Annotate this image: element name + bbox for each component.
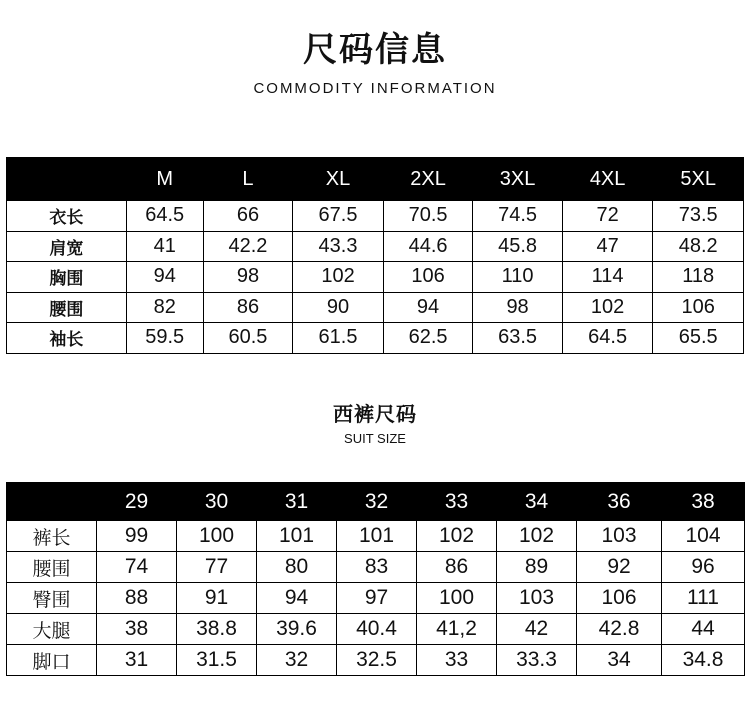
table-row (7, 645, 745, 676)
measurement-cell: 67.5 (293, 201, 384, 232)
measurement-cell: 77 (177, 552, 257, 583)
size-header-cell: 36 (577, 483, 662, 521)
measurement-cell: 104 (662, 521, 745, 552)
measurement-cell: 39.6 (257, 614, 337, 645)
row-label-cell: 胸围 (7, 262, 127, 293)
measurement-cell: 32.5 (337, 645, 417, 676)
size-header-cell: 29 (97, 483, 177, 521)
measurement-cell: 111 (662, 583, 745, 614)
measurement-cell: 106 (577, 583, 662, 614)
measurement-cell: 86 (203, 292, 293, 323)
table-row (7, 323, 744, 354)
measurement-cell: 63.5 (473, 323, 563, 354)
size-header-cell: 34 (497, 483, 577, 521)
row-label-cell: 腰围 (7, 552, 97, 583)
measurement-cell: 99 (97, 521, 177, 552)
row-label-cell: 大腿 (7, 614, 97, 645)
measurement-cell: 31.5 (177, 645, 257, 676)
measurement-cell: 91 (177, 583, 257, 614)
measurement-cell: 101 (337, 521, 417, 552)
row-label-cell: 袖长 (7, 323, 127, 354)
measurement-cell: 100 (177, 521, 257, 552)
measurement-cell: 32 (257, 645, 337, 676)
measurement-cell: 40.4 (337, 614, 417, 645)
suit-size-header-row (7, 483, 745, 521)
row-label-cell: 腰围 (7, 292, 127, 323)
row-label-cell: 臀围 (7, 583, 97, 614)
size-header-cell: 4XL (562, 158, 653, 201)
measurement-cell: 96 (662, 552, 745, 583)
measurement-cell: 48.2 (653, 231, 744, 262)
measurement-cell: 94 (257, 583, 337, 614)
measurement-cell: 98 (473, 292, 563, 323)
measurement-cell: 110 (473, 262, 563, 293)
row-label-cell: 脚口 (7, 645, 97, 676)
suit-size-subtitle: SUIT SIZE (344, 431, 406, 446)
measurement-cell: 66 (203, 201, 293, 232)
measurement-cell: 61.5 (293, 323, 384, 354)
measurement-cell: 45.8 (473, 231, 563, 262)
measurement-cell: 74.5 (473, 201, 563, 232)
measurement-cell: 83 (337, 552, 417, 583)
measurement-cell: 86 (417, 552, 497, 583)
measurement-cell: 72 (562, 201, 653, 232)
table-row (7, 231, 744, 262)
measurement-cell: 42 (497, 614, 577, 645)
suit-size-table (6, 482, 745, 676)
table-row (7, 552, 745, 583)
measurement-cell: 106 (653, 292, 744, 323)
measurement-cell: 43.3 (293, 231, 384, 262)
measurement-cell: 44 (662, 614, 745, 645)
measurement-cell: 73.5 (653, 201, 744, 232)
size-header-cell: L (203, 158, 293, 201)
measurement-cell: 98 (203, 262, 293, 293)
measurement-cell: 94 (126, 262, 203, 293)
measurement-cell: 102 (417, 521, 497, 552)
size-header-cell: 38 (662, 483, 745, 521)
measurement-cell: 44.6 (383, 231, 473, 262)
measurement-cell: 64.5 (562, 323, 653, 354)
measurement-cell: 42.2 (203, 231, 293, 262)
measurement-cell: 97 (337, 583, 417, 614)
size-header-cell: 32 (337, 483, 417, 521)
measurement-cell: 70.5 (383, 201, 473, 232)
measurement-cell: 38 (97, 614, 177, 645)
row-label-cell: 肩宽 (7, 231, 127, 262)
table-row (7, 521, 745, 552)
measurement-cell: 41 (126, 231, 203, 262)
measurement-cell: 106 (383, 262, 473, 293)
top-size-header-row (7, 158, 744, 201)
measurement-cell: 42.8 (577, 614, 662, 645)
size-info-subtitle: COMMODITY INFORMATION (253, 80, 497, 97)
table-row (7, 201, 744, 232)
row-label-cell: 裤长 (7, 521, 97, 552)
measurement-cell: 89 (497, 552, 577, 583)
measurement-cell: 100 (417, 583, 497, 614)
table-row (7, 262, 744, 293)
measurement-cell: 103 (577, 521, 662, 552)
size-header-cell: XL (293, 158, 384, 201)
suit-size-title: 西裤尺码 (333, 402, 417, 426)
measurement-cell: 103 (497, 583, 577, 614)
size-header-cell: 33 (417, 483, 497, 521)
measurement-cell: 59.5 (126, 323, 203, 354)
measurement-cell: 90 (293, 292, 384, 323)
measurement-cell: 38.8 (177, 614, 257, 645)
top-size-table (6, 157, 744, 354)
size-header-cell: 5XL (653, 158, 744, 201)
measurement-cell: 114 (562, 262, 653, 293)
size-header-cell: 2XL (383, 158, 473, 201)
measurement-cell: 118 (653, 262, 744, 293)
header-corner-cell (7, 158, 127, 201)
table-row (7, 614, 745, 645)
measurement-cell: 60.5 (203, 323, 293, 354)
header-corner-cell (7, 483, 97, 521)
size-header-cell: 30 (177, 483, 257, 521)
measurement-cell: 47 (562, 231, 653, 262)
measurement-cell: 94 (383, 292, 473, 323)
measurement-cell: 102 (562, 292, 653, 323)
measurement-cell: 92 (577, 552, 662, 583)
size-header-cell: M (126, 158, 203, 201)
measurement-cell: 102 (293, 262, 384, 293)
measurement-cell: 34.8 (662, 645, 745, 676)
measurement-cell: 101 (257, 521, 337, 552)
measurement-cell: 41,2 (417, 614, 497, 645)
measurement-cell: 82 (126, 292, 203, 323)
measurement-cell: 102 (497, 521, 577, 552)
measurement-cell: 74 (97, 552, 177, 583)
size-header-cell: 31 (257, 483, 337, 521)
measurement-cell: 64.5 (126, 201, 203, 232)
size-header-cell: 3XL (473, 158, 563, 201)
measurement-cell: 33.3 (497, 645, 577, 676)
measurement-cell: 88 (97, 583, 177, 614)
size-info-title: 尺码信息 (303, 30, 447, 70)
measurement-cell: 62.5 (383, 323, 473, 354)
measurement-cell: 65.5 (653, 323, 744, 354)
row-label-cell: 衣长 (7, 201, 127, 232)
table-row (7, 583, 745, 614)
measurement-cell: 34 (577, 645, 662, 676)
table-row (7, 292, 744, 323)
measurement-cell: 80 (257, 552, 337, 583)
measurement-cell: 31 (97, 645, 177, 676)
measurement-cell: 33 (417, 645, 497, 676)
